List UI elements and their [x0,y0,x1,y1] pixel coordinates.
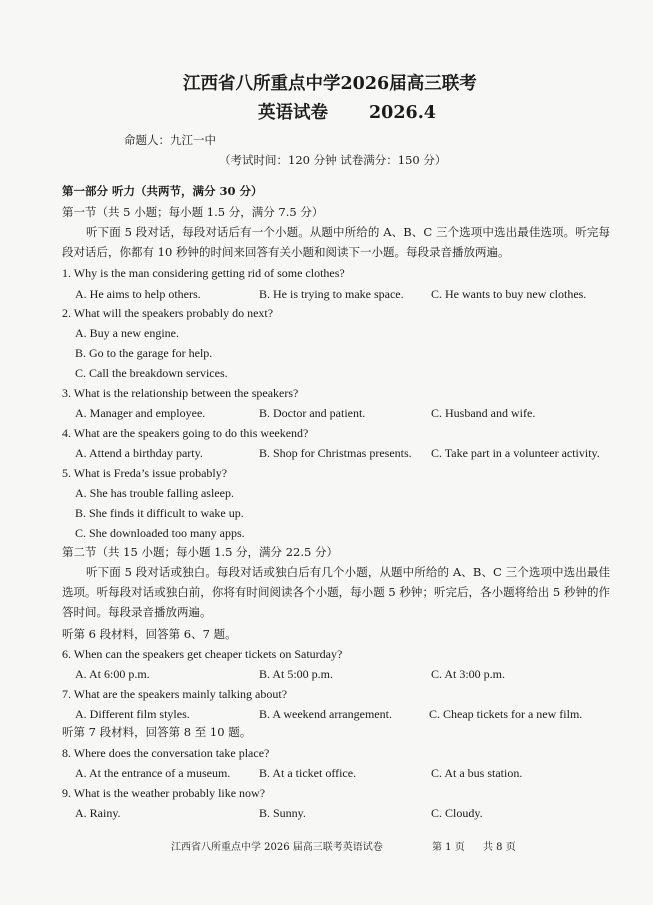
footer-total-pages: 共 8 页 [483,842,516,853]
q4-option-a: A. Attend a birthday party. [75,446,203,460]
q1-option-b: B. He is trying to make space. [259,287,404,301]
q5-option-c: C. She downloaded too many apps. [75,526,245,540]
q8-stem: 8. Where does the conversation take place? [62,746,270,760]
footer-page-number: 第 1 页 [432,842,465,853]
q9-option-c: C. Cloudy. [431,806,483,820]
q8-option-c: C. At a bus station. [431,766,523,780]
footer-exam-name: 江西省八所重点中学 2026 届高三联考英语试卷 [171,842,383,853]
q5-option-b: B. She finds it difficult to wake up. [75,506,244,520]
q2-option-c: C. Call the breakdown services. [75,366,228,380]
exam-year: 2026.4 [369,103,436,123]
q4-option-b: B. Shop for Christmas presents. [259,446,412,460]
q9-option-a: A. Rainy. [75,806,121,820]
q3-option-c: C. Husband and wife. [431,406,536,420]
exam-info: （考试时间：120 分钟 试卷满分：150 分） [219,153,447,167]
q9-stem: 9. What is the weather probably like now? [62,786,266,800]
material6-prompt: 听第 6 段材料，回答第 6、7 题。 [62,627,237,641]
q7-stem: 7. What are the speakers mainly talking about? [62,687,288,701]
q3-stem: 3. What is the relationship between the speakers? [62,386,299,400]
q6-option-a: A. At 6:00 p.m. [75,667,150,681]
q7-option-c: C. Cheap tickets for a new film. [429,707,583,721]
q2-option-a: A. Buy a new engine. [75,326,179,340]
question-setter: 命题人：九江一中 [124,133,216,147]
q2-option-b: B. Go to the garage for help. [75,346,213,360]
q3-option-a: A. Manager and employee. [75,406,206,420]
section1-instructions: 听下面 5 段对话，每段对话后有一个小题。从题中所给的 A、B、C 三个选项中选出最佳选项。听完每段对话后，你都有 10 秒钟的时间来回答有关小题和阅读下一小题。每段录音播放两遍。 [62,225,610,259]
q5-stem: 5. What is Freda’s issue probably? [62,466,228,480]
q6-stem: 6. When can the speakers get cheaper tickets on Saturday? [62,647,343,661]
q4-stem: 4. What are the speakers going to do this weekend? [62,426,309,440]
q2-stem: 2. What will the speakers probably do next? [62,306,274,320]
q6-option-c: C. At 3:00 p.m. [431,667,506,681]
q6-option-b: B. At 5:00 p.m. [259,667,334,681]
q4-option-c: C. Take part in a volunteer activity. [431,446,600,460]
section1-heading: 第一节（共 5 小题；每小题 1.5 分，满分 7.5 分） [62,205,324,219]
section2-heading: 第二节（共 15 小题；每小题 1.5 分，满分 22.5 分） [62,545,338,559]
part1-heading: 第一部分 听力（共两节，满分 30 分） [62,184,263,198]
material7-prompt: 听第 7 段材料，回答第 8 至 10 题。 [62,725,252,739]
exam-title: 江西省八所重点中学2026届高三联考 [183,74,477,94]
q5-option-a: A. She has trouble falling asleep. [75,486,234,500]
q8-option-a: A. At the entrance of a museum. [75,766,231,780]
q8-option-b: B. At a ticket office. [259,766,357,780]
section2-instructions: 听下面 5 段对话或独白。每段对话或独白后有几个小题，从题中所给的 A、B、C 三个选项中选出最佳选项。听每段对话或独白前，你将有时间阅读各个小题，每小题 5 秒钟；听完后，各小题将给出 5 秒钟的作答时间。每段录音播放两遍。 [62,565,610,619]
q7-option-a: A. Different film styles. [75,707,190,721]
q1-option-c: C. He wants to buy new clothes. [431,287,587,301]
q9-option-b: B. Sunny. [259,806,306,820]
q1-stem: 1. Why is the man considering getting rid of some clothes? [62,266,345,280]
exam-subtitle: 英语试卷 [258,103,328,123]
q7-option-b: B. A weekend arrangement. [259,707,392,721]
q3-option-b: B. Doctor and patient. [259,406,366,420]
q1-option-a: A. He aims to help others. [75,287,201,301]
